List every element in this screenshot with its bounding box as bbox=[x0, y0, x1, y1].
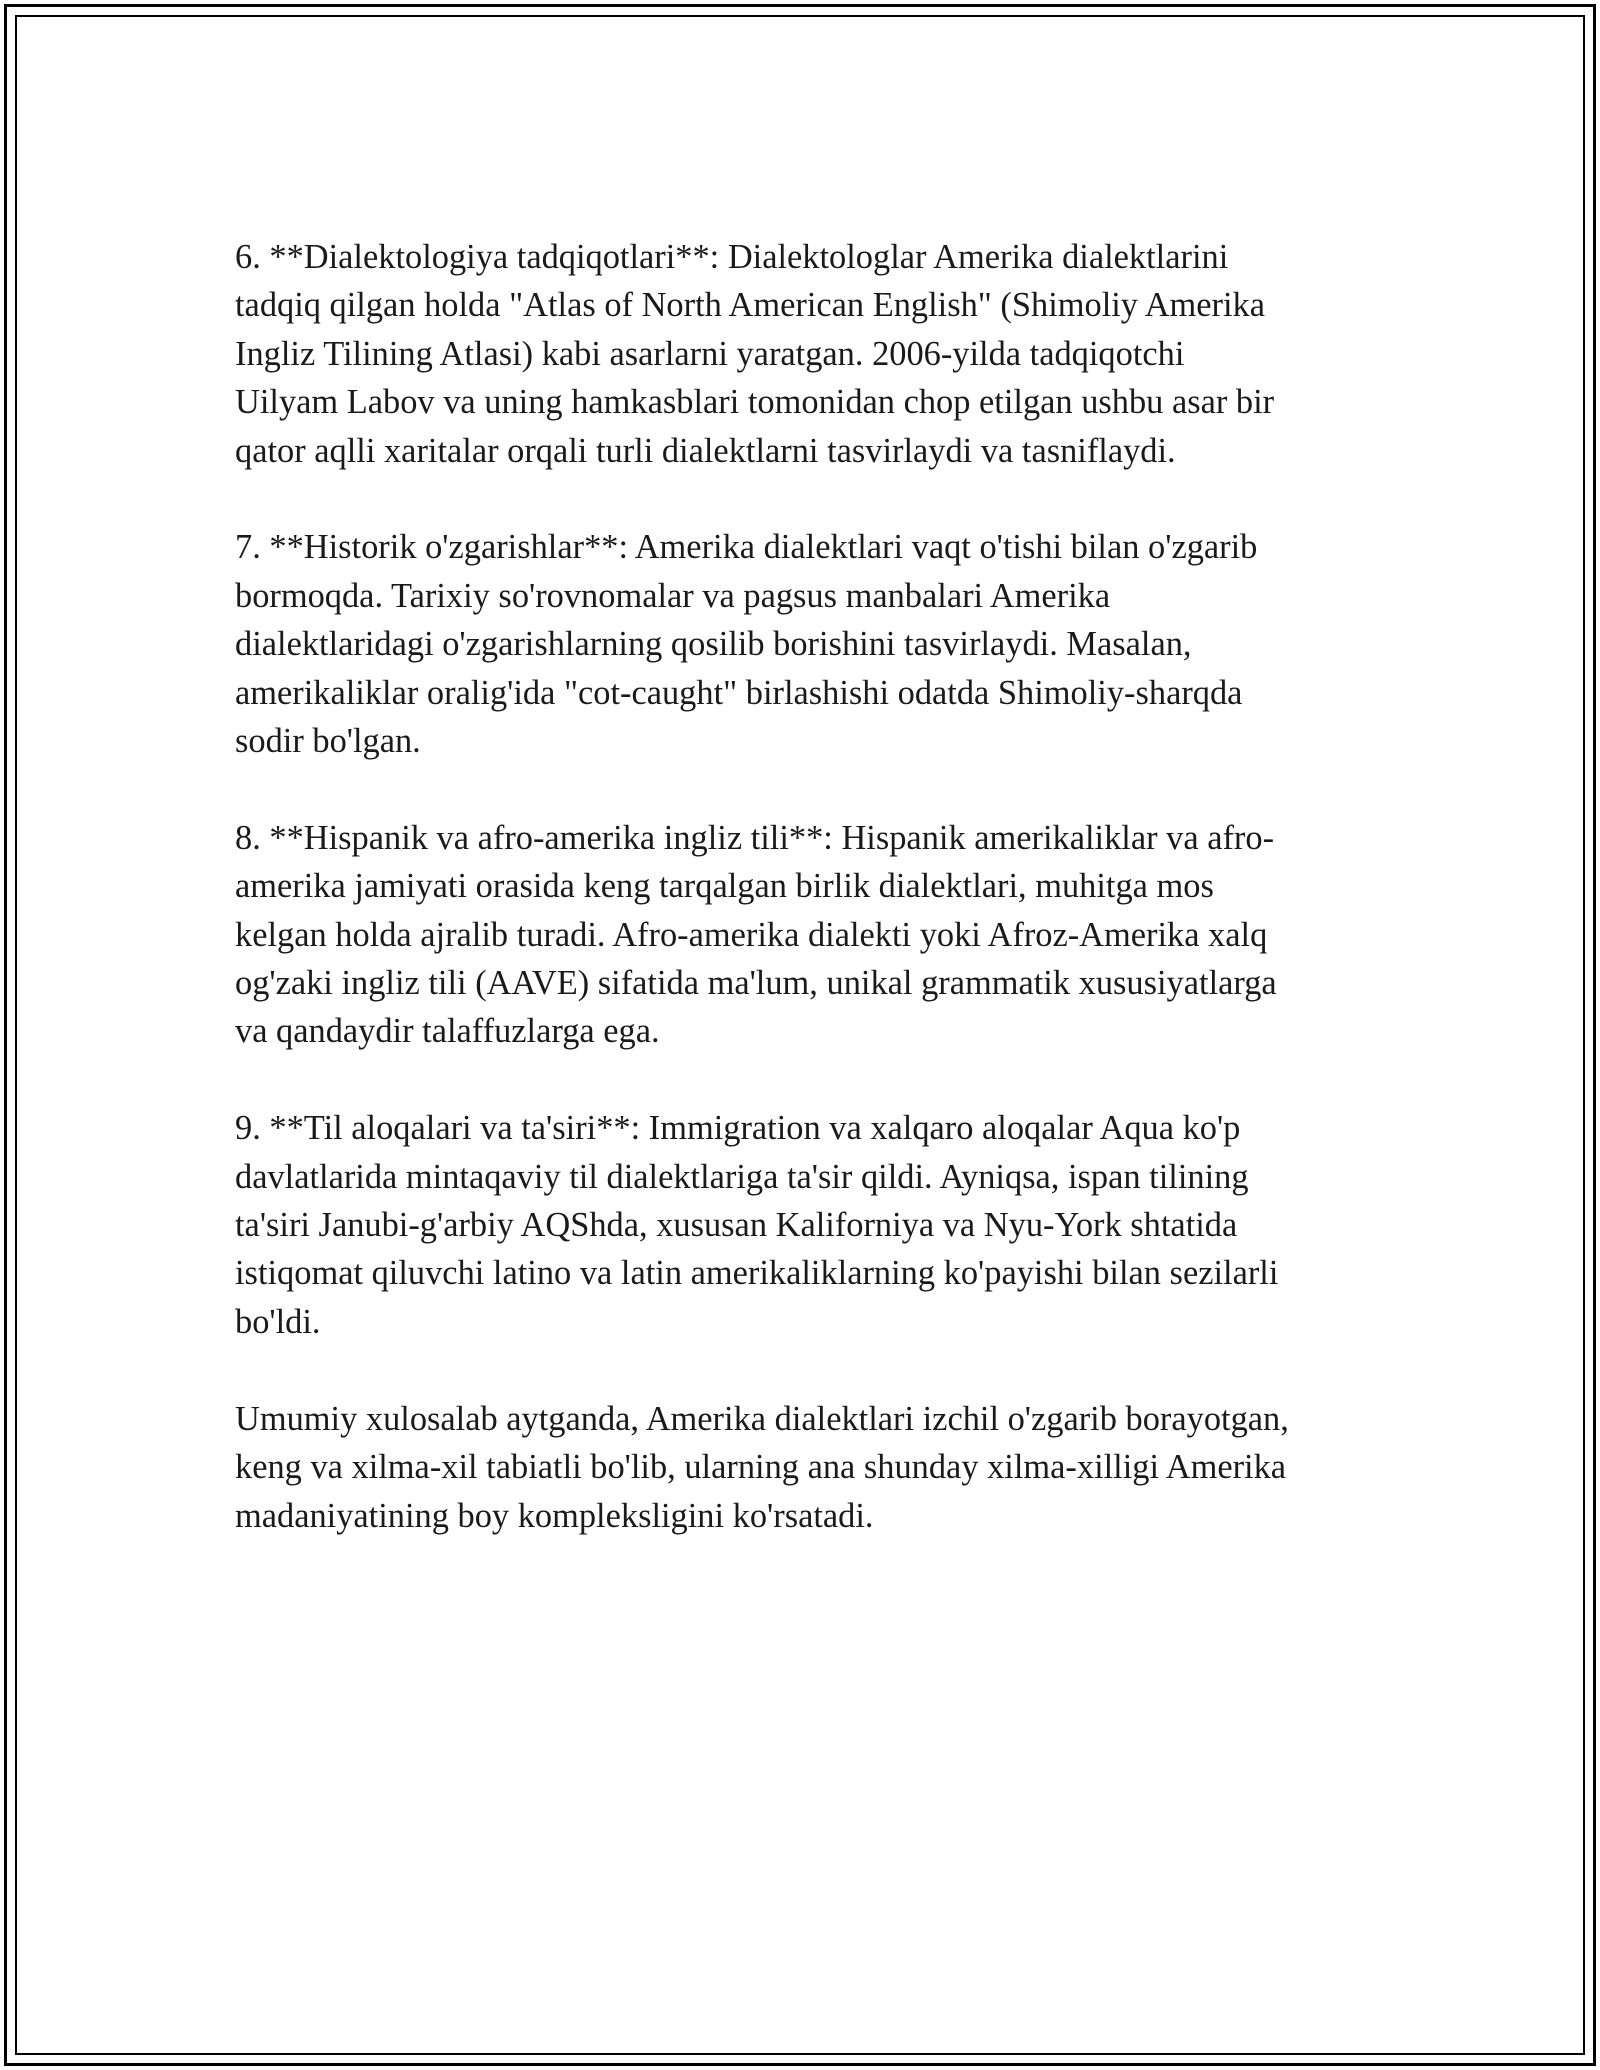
paragraph-conclusion: Umumiy xulosalab aytganda, Amerika dialektlari izchil o'zgarib borayotgan, keng va xilma-xil tabiatli bo'lib, ularning ana shunday xilma-xilligi Amerika madaniyatining boy kompleksligini ko'rsatadi. bbox=[235, 1399, 1289, 1535]
paragraph-language-contact: 9. **Til aloqalari va ta'siri**: Immigration va xalqaro aloqalar Aqua ko'p davlatlarida mintaqaviy til dialektlariga ta'sir qildi. Ayniqsa, ispan tilining ta'siri Janubi-g'arbiy AQShda, xususan Kaliforniya va Nyu-York shtatida istiqomat qiluvchi latino va latin amerikaliklarning ko'payishi bilan sezilarli bo'ldi. bbox=[235, 1109, 1279, 1341]
document-body bbox=[235, 233, 1385, 1540]
paragraph-dialectology-research: 6. **Dialektologiya tadqiqotlari**: Dialektologlar Amerika dialektlarini tadqiq qilgan holda "Atlas of North American English" (Shimoliy Amerika Ingliz Tilining Atlasi) kabi asarlarni yaratgan. 2006-yilda tadqiqotchi Uilyam Labov va uning hamkasblari tomonidan chop etilgan ushbu asar bir qator aqlli xaritalar orqali turli dialektlarni tasvirlaydi va tasniflaydi. bbox=[235, 238, 1275, 470]
paragraph-historical-changes: 7. **Historik o'zgarishlar**: Amerika dialektlari vaqt o'tishi bilan o'zgarib bormoqda. Tarixiy so'rovnomalar va pagsus manbalari Amerika dialektlaridagi o'zgarishlarning qosilib borishini tasvirlaydi. Masalan, amerikaliklar oralig'ida "cot-caught" birlashishi odatda Shimoliy-sharqda sodir bo'lgan. bbox=[235, 528, 1258, 761]
paragraph-hispanic-afro-american-english: 8. **Hispanik va afro-amerika ingliz tili**: Hispanik amerikaliklar va afro- amerika jamiyati orasida keng tarqalgan birlik dialektlari, muhitga mos kelgan holda ajralib turadi. Afro-amerika dialekti yoki Afroz-Amerika xalq og'zaki ingliz tili (AAVE) sifatida ma'lum, unikal grammatik xususiyatlarga va qandaydir talaffuzlarga ega. bbox=[235, 818, 1277, 1051]
